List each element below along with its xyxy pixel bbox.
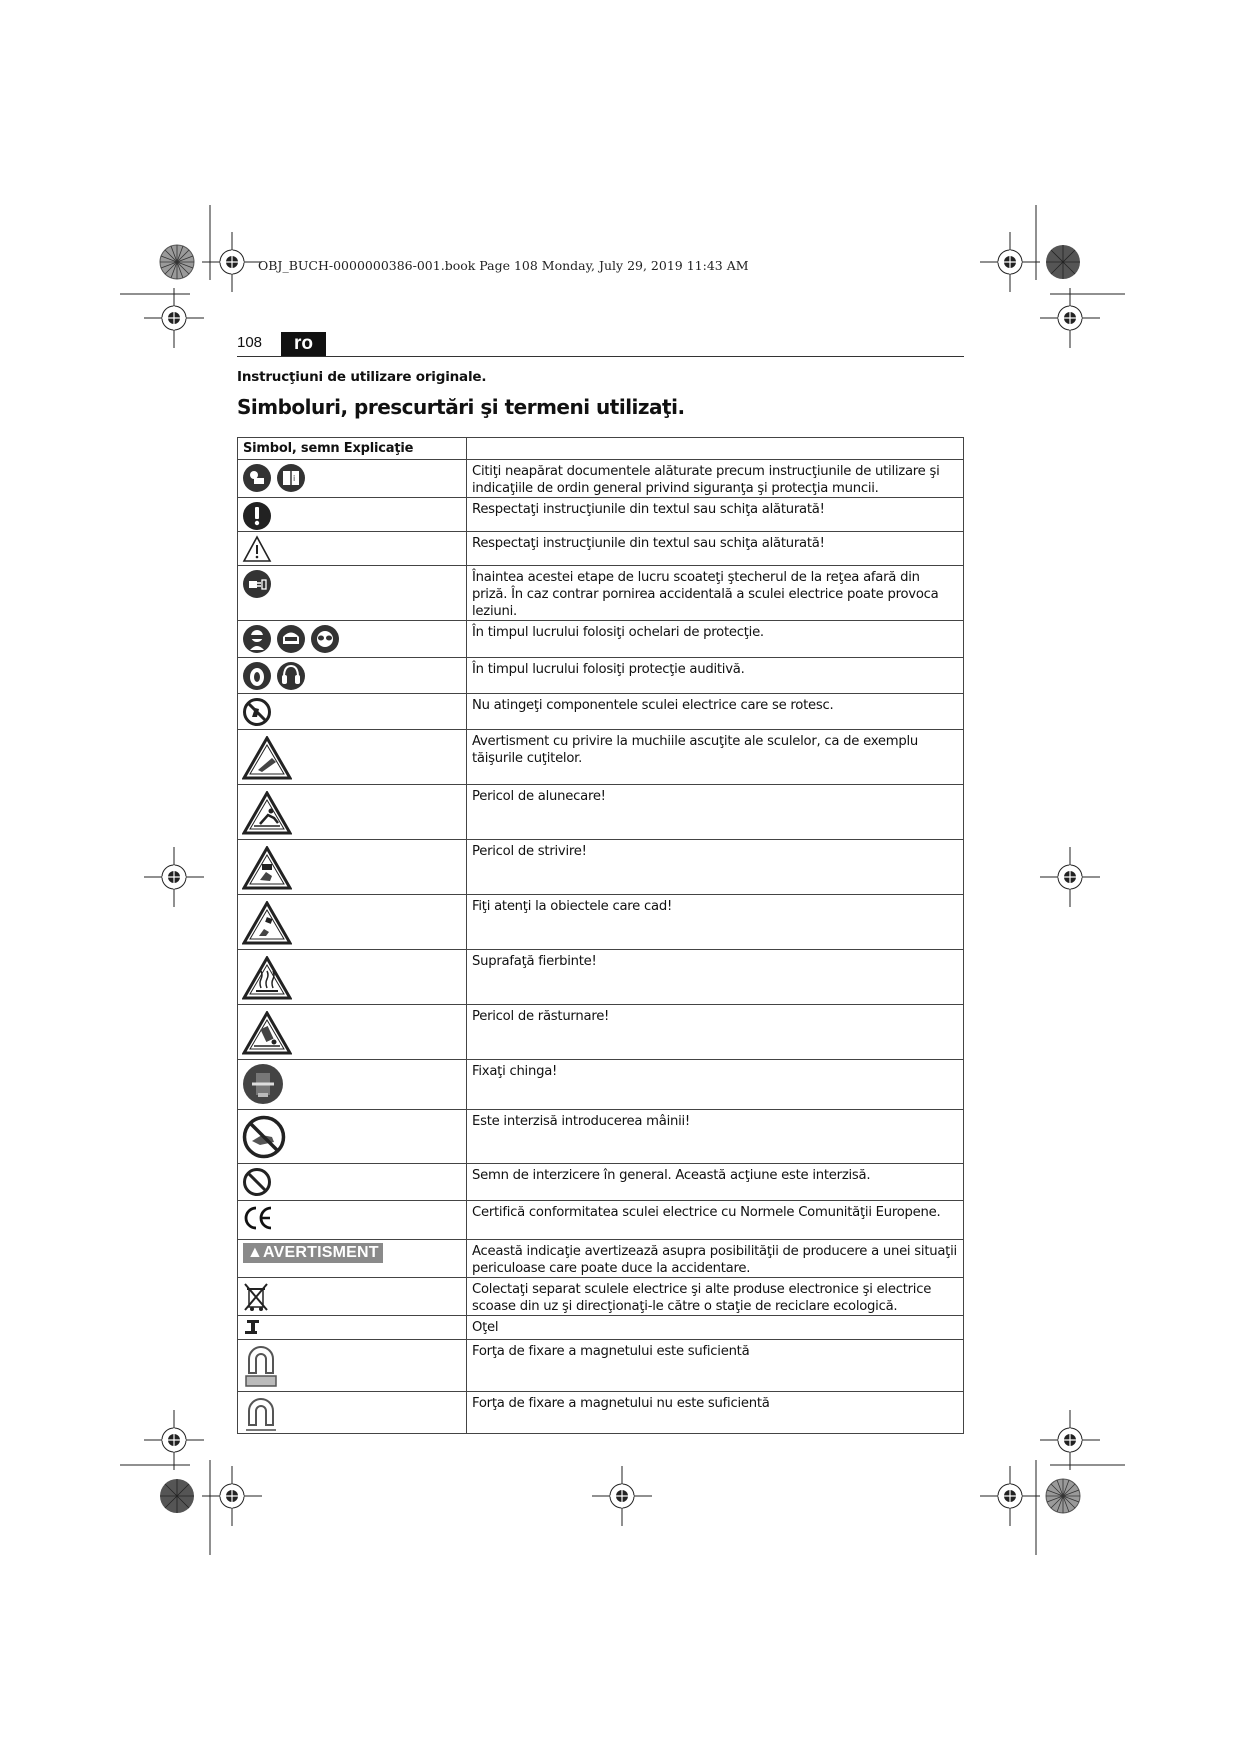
manual-book-icon <box>276 463 306 493</box>
table-row <box>238 694 964 730</box>
page-number: 108 <box>237 334 263 351</box>
section-title: Simboluri, prescurtări şi termeni utilizaţi. <box>237 395 685 419</box>
table-row <box>238 1316 964 1340</box>
table-row <box>238 1278 964 1316</box>
unplug-icon <box>242 569 272 599</box>
row-explanation: Nu atingeţi componentele sculei electrice care se rotesc. <box>472 698 834 713</box>
prohibition-icon <box>242 1167 272 1197</box>
row-explanation: Colectaţi separat sculele electrice şi alte produse electronice şi electrice scoase din uz şi direcţionaţi-le către o staţie de reciclare ecologică. <box>472 1282 932 1314</box>
table-row <box>238 658 964 694</box>
row-explanation: În timpul lucrului folosiţi ochelari de protecţie. <box>472 625 764 640</box>
tip-over-warning-icon <box>242 1011 292 1055</box>
weee-crossed-bin-icon <box>242 1281 270 1313</box>
safety-goggles-icon <box>310 624 340 654</box>
ear-muffs-icon <box>276 661 306 691</box>
warning-triangle-icon <box>242 535 272 563</box>
table-row <box>238 1340 964 1392</box>
row-explanation: Semn de interzicere în general. Această acţiune este interzisă. <box>472 1168 871 1183</box>
table-row <box>238 621 964 658</box>
table-row <box>238 1005 964 1060</box>
row-explanation: Forţa de fixare a magnetului nu este suficientă <box>472 1396 770 1411</box>
row-explanation: Oţel <box>472 1320 499 1335</box>
table-row <box>238 1110 964 1164</box>
table-row <box>238 1201 964 1240</box>
exclamation-circle-icon <box>242 501 272 531</box>
svg-text:i: i <box>293 474 296 483</box>
table-row <box>238 532 964 566</box>
fasten-strap-icon <box>242 1063 284 1105</box>
falling-objects-warning-icon <box>242 901 292 945</box>
row-explanation: Această indicaţie avertizează asupra posibilităţii de producere a unei situaţii periculoase care poate duce la accidentare. <box>472 1244 957 1276</box>
row-explanation: Fixaţi chinga! <box>472 1064 558 1079</box>
document-subtitle: Instrucţiuni de utilizare originale. <box>237 369 487 385</box>
table-row <box>238 730 964 785</box>
symbols-table <box>237 437 964 1434</box>
row-explanation: Suprafaţă fierbinte! <box>472 954 597 969</box>
row-explanation: În timpul lucrului folosiţi protecţie auditivă. <box>472 662 745 677</box>
no-touch-rotating-icon <box>242 697 272 727</box>
magnet-sufficient-icon <box>242 1343 280 1389</box>
table-row <box>238 895 964 950</box>
row-explanation: Pericol de strivire! <box>472 844 587 859</box>
warning-label <box>243 1243 383 1263</box>
table-row <box>238 566 964 621</box>
slip-warning-icon <box>242 791 292 835</box>
row-explanation: Certifică conformitatea sculei electrice cu Normele Comunităţii Europene. <box>472 1205 941 1220</box>
read-instructions-icon <box>242 463 272 493</box>
no-hand-insertion-icon <box>242 1115 286 1159</box>
table-row <box>238 460 964 498</box>
table-row <box>238 498 964 532</box>
row-explanation: Avertisment cu privire la muchiile ascuţite ale sculelor, ca de exemplu tăişurile cuţitelor. <box>472 734 918 766</box>
row-explanation: Forţa de fixare a magnetului este suficientă <box>472 1344 750 1359</box>
row-explanation: Pericol de răsturnare! <box>472 1009 610 1024</box>
row-explanation: Înaintea acestei etape de lucru scoateţi ştecherul de la reţea afară din priză. În caz contrar pornirea accidentală a sculei electrice poate provoca leziuni. <box>472 570 939 619</box>
row-explanation: Citiţi neapărat documentele alăturate precum instrucţiunile de utilizare şi indicaţiile de ordin general privind siguranţa şi protecţia muncii. <box>472 464 940 496</box>
book-file-info: OBJ_BUCH-0000000386-001.book Page 108 Monday, July 29, 2019 11:43 AM <box>258 258 749 273</box>
table-row <box>238 1392 964 1434</box>
face-shield-icon <box>276 624 306 654</box>
row-explanation: Pericol de alunecare! <box>472 789 606 804</box>
table-row <box>238 840 964 895</box>
table-row <box>238 1164 964 1201</box>
table-header: Simbol, semn Explicaţie <box>243 441 414 456</box>
hot-surface-warning-icon <box>242 956 292 1000</box>
sharp-edge-warning-icon <box>242 736 292 780</box>
table-row <box>238 1060 964 1110</box>
row-explanation: Este interzisă introducerea mâinii! <box>472 1114 690 1129</box>
steel-icon <box>242 1318 262 1336</box>
ce-mark-icon <box>242 1204 274 1232</box>
row-explanation: Respectaţi instrucţiunile din textul sau schiţa alăturată! <box>472 536 825 551</box>
row-explanation: Respectaţi instrucţiunile din textul sau schiţa alăturată! <box>472 502 825 517</box>
row-explanation: Fiţi atenţi la obiectele care cad! <box>472 899 672 914</box>
language-tag: ro <box>281 332 326 356</box>
header-rule <box>237 356 964 357</box>
magnet-insufficient-icon <box>242 1395 280 1433</box>
table-row <box>238 950 964 1005</box>
warning-triangle-icon: ▲ <box>247 1244 264 1261</box>
table-header-row <box>238 438 964 460</box>
crush-warning-icon <box>242 846 292 890</box>
table-row <box>238 1240 964 1278</box>
warning-label-text: AVERTISMENT <box>263 1244 379 1261</box>
table-row <box>238 785 964 840</box>
eye-protection-icon <box>242 624 272 654</box>
ear-protection-icon <box>242 661 272 691</box>
